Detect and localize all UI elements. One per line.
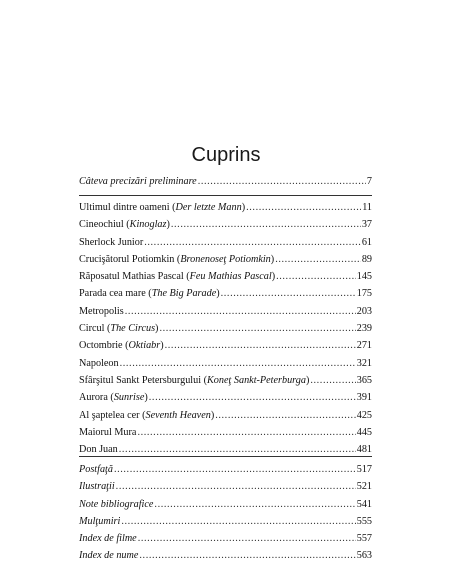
toc-entry <box>79 337 372 354</box>
toc-entry-original-title: Bronenoseţ Potiomkin <box>180 253 271 265</box>
toc-leader <box>154 496 355 513</box>
section-divider <box>79 195 372 196</box>
toc-leader <box>116 478 356 495</box>
toc-entry-title: Aurora (Sunrise) <box>79 392 148 404</box>
toc-entry-title: Octombrie (Oktiabr) <box>79 340 164 352</box>
page-title: Cuprins <box>191 144 261 166</box>
toc-entry-original-title: Oktiabr <box>128 340 161 352</box>
toc-leader <box>275 251 361 268</box>
toc-entry-main-title: Sfârşitul Sankt Petersburgului <box>79 374 202 386</box>
toc-entry-main-title: Crucişătorul Potiomkin <box>79 253 175 265</box>
toc-entry-main-title: Index de nume <box>79 550 139 562</box>
toc-entry <box>79 285 372 302</box>
toc-entry-main-title: Mulţumiri <box>79 515 121 527</box>
toc-entry <box>79 407 372 424</box>
toc-entry-main-title: Cineochiul <box>79 219 124 231</box>
toc-entry-title: Crucişătorul Potiomkin (Bronenoseţ Potiomkin) <box>79 253 275 265</box>
toc-entry <box>79 355 372 372</box>
toc-entry-main-title: Ultimul dintre oameni <box>79 202 170 213</box>
toc-leader <box>139 547 355 564</box>
toc-entry-original-title: Der letzte Mann <box>175 202 242 213</box>
section-divider <box>79 456 372 457</box>
toc-entry-page: 521 <box>356 481 372 493</box>
toc-entry-main-title: Sherlock Junior <box>79 236 144 248</box>
toc-entry <box>79 234 372 251</box>
toc-entry-page: 11 <box>362 202 372 213</box>
toc-entry-page: 145 <box>356 271 372 283</box>
toc-entry-page: 541 <box>356 498 372 510</box>
toc-entry-title <box>79 424 136 441</box>
toc-leader <box>276 268 356 285</box>
toc-entry-original-title: Sunrise <box>113 392 145 404</box>
toc-entry-page: 271 <box>356 340 372 352</box>
toc-entry-main-title: Metropolis <box>79 305 124 317</box>
toc-leader <box>246 199 361 216</box>
toc-entry-main-title: Maiorul Mura <box>79 426 137 438</box>
toc-entry-page: 321 <box>356 357 372 369</box>
toc-entry-title <box>79 547 138 564</box>
toc-entry-page: 61 <box>361 236 372 248</box>
toc-films-section <box>79 199 372 458</box>
toc-entry-main-title: Ilustraţii <box>79 481 115 493</box>
toc-entry <box>79 303 372 320</box>
toc-leader <box>310 372 355 389</box>
toc-entry-title <box>79 513 120 530</box>
toc-entry-main-title: Don Juan <box>79 444 118 456</box>
toc-leader <box>137 424 355 441</box>
toc-leader <box>165 337 356 354</box>
toc-entry <box>79 372 372 389</box>
toc-appendix-section <box>79 461 372 565</box>
toc-entry-main-title: Index de filme <box>79 533 137 545</box>
toc-entry-title: Circul (The Circus) <box>79 323 159 335</box>
toc-entry-original-title: Seventh Heaven <box>145 409 211 421</box>
toc-leader <box>125 303 356 320</box>
toc-leader <box>114 461 356 478</box>
toc-entry-title <box>79 496 153 513</box>
toc-entry <box>79 251 372 268</box>
toc-entry-main-title: Postfaţă <box>79 464 113 475</box>
toc-entry-title <box>79 478 115 495</box>
toc-entry-main-title: Circul <box>79 323 105 335</box>
toc-entry <box>79 478 372 495</box>
toc-entry-page: 89 <box>361 253 372 265</box>
toc-entry <box>79 320 372 337</box>
toc-entry-page: 365 <box>356 374 372 386</box>
toc-entry-page: 175 <box>356 288 372 300</box>
toc-entry <box>79 424 372 441</box>
toc-entry-intro <box>79 173 372 190</box>
toc-entry-title: Ultimul dintre oameni (Der letzte Mann) <box>79 202 246 213</box>
toc-entry <box>79 513 372 530</box>
toc-leader <box>138 530 356 547</box>
toc-entry-title <box>79 234 143 251</box>
toc-entry <box>79 461 372 478</box>
toc-entry-page: 481 <box>356 444 372 456</box>
toc-leader <box>144 234 361 251</box>
toc-leader <box>171 216 361 233</box>
toc-entry-page: 445 <box>356 426 372 438</box>
toc-entry-title: Sfârşitul Sankt Petersburgului (Koneţ Sankt-Peterburga) <box>79 374 310 386</box>
toc-entry-main-title: Al şaptelea cer <box>79 409 140 421</box>
toc-entry-page: 557 <box>356 533 372 545</box>
toc-leader <box>159 320 355 337</box>
toc-entry <box>79 216 372 233</box>
toc-entry-page: 37 <box>361 219 372 231</box>
toc-leader <box>221 285 356 302</box>
toc-entry-title: Cineochiul (Kinoglaz) <box>79 219 170 231</box>
toc-entry-page: 425 <box>356 409 372 421</box>
toc-entry-title: Răposatul Mathias Pascal (Feu Mathias Pascal) <box>79 271 276 283</box>
toc-entry-title: Al şaptelea cer (Seventh Heaven) <box>79 409 215 421</box>
toc-entry-main-title: Octombrie <box>79 340 123 352</box>
toc-entry-main-title: Aurora <box>79 392 108 404</box>
toc-entry-main-title: Parada cea mare <box>79 288 146 300</box>
toc-entry-main-title: Note bibliografice <box>79 498 154 510</box>
toc-entry-page: 7 <box>366 176 372 187</box>
toc-entry-title: Câteva precizări preliminare <box>79 176 197 187</box>
toc-entry-page: 517 <box>356 464 372 475</box>
toc-entry-main-title: Răposatul Mathias Pascal <box>79 271 184 283</box>
toc-entry-title <box>79 461 113 478</box>
toc-leader <box>198 173 366 190</box>
toc-entry-original-title: Koneţ Sankt-Peterburga <box>207 374 306 386</box>
toc-entry-title: Parada cea mare (The Big Parade) <box>79 288 220 300</box>
toc-intro-section <box>79 173 372 190</box>
toc-entry-main-title: Napoleon <box>79 357 119 369</box>
toc-leader <box>121 513 355 530</box>
toc-leader <box>120 355 356 372</box>
toc-entry-page: 239 <box>356 323 372 335</box>
toc-leader <box>149 389 356 406</box>
toc-leader <box>215 407 355 424</box>
toc-entry <box>79 547 372 564</box>
toc-entry <box>79 496 372 513</box>
toc-entry-page: 563 <box>356 550 372 562</box>
toc-entry-title <box>79 303 124 320</box>
toc-entry-original-title: Kinoglaz <box>129 219 167 231</box>
toc-entry-page: 203 <box>356 305 372 317</box>
toc-entry-page: 391 <box>356 392 372 404</box>
toc-entry-title <box>79 355 119 372</box>
toc-entry <box>79 199 372 216</box>
toc-entry <box>79 389 372 406</box>
toc-entry-title <box>79 530 137 547</box>
toc-entry-original-title: The Circus <box>110 323 156 335</box>
toc-entry-page: 555 <box>356 515 372 527</box>
toc-entry <box>79 268 372 285</box>
toc-entry <box>79 530 372 547</box>
toc-entry-original-title: Feu Mathias Pascal <box>189 271 272 283</box>
toc-entry-original-title: The Big Parade <box>151 288 217 300</box>
